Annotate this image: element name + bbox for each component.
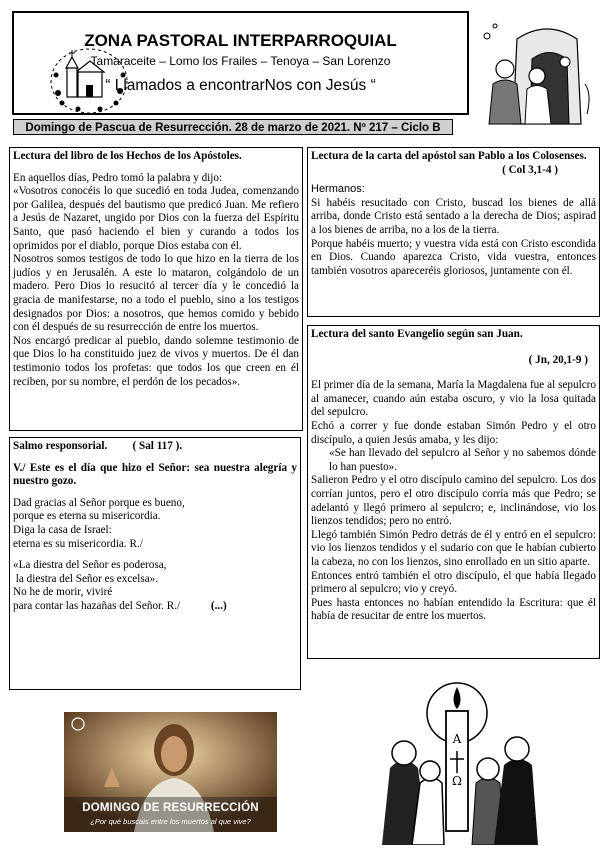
second-reading-greeting: Hermanos: <box>311 183 365 196</box>
motto: “ Llamados a encontrarNos con Jesús “ <box>105 77 376 94</box>
gospel-paragraph: El primer día de la semana, María la Magdalena fue al sepulcro al amanecer, cuando aún estaba oscuro, y vio la losa quitada del sepulcro. <box>311 379 596 419</box>
psalm-line: porque es eterna su misericordia. <box>13 510 161 523</box>
dateline: Domingo de Pascua de Resurrección. 28 de marzo de 2021. Nº 217 – Ciclo B <box>13 119 453 135</box>
psalm-line: para contar las hazañas del Señor. R./ <box>13 599 181 612</box>
first-reading-paragraph: Nosotros somos testigos de todo lo que hizo en la tierra de los judíos y en Jerusalén. A este lo mataron, colgándolo de un madero. Pero Dios lo resucitó al tercer día y le concedió la gracia de manifestarse, no a todo el pueblo, sino a los testigos designados por Dios: a nosotros, que hemos comido y bebido con él después de su resurrección de entre los muertos. <box>13 253 299 334</box>
psalm-ref: ( Sal 117 ). <box>132 440 183 452</box>
psalm-line: «La diestra del Señor es poderosa, <box>13 559 167 572</box>
gospel-paragraph: Salieron Pedro y el otro discípulo camino del sepulcro. Los dos corrían juntos, pero el otro discípulo corría más que Pedro; se adelantó y llegó primero al sepulcro; e, inclinándose, vio los lienzos tendidos; pero no entró. <box>311 474 596 528</box>
psalm-line: No he de morir, viviré <box>13 586 113 599</box>
gospel-paragraph: «Se han llevado del sepulcro al Señor y no sabemos dónde lo han puesto». <box>329 447 596 473</box>
second-reading-paragraph: Si habéis resucitado con Cristo, buscad los bienes de allá arriba, donde Cristo está sentado a la derecha de Dios; aspirad a los bienes de arriba, no a los de la tierra. <box>311 196 596 236</box>
psalm-ellipsis: (...) <box>210 599 227 612</box>
first-reading-paragraph: En aquellos días, Pedro tomó la palabra y dijo: <box>13 171 223 184</box>
parishes-subtitle: Tamaraceite – Lomo los Frailes – Tenoya – San Lorenzo <box>90 54 391 68</box>
gospel-paragraph: Pues hasta entonces no habían entendido la Escritura: que él había de resucitar de entre los muertos. <box>311 596 596 623</box>
gospel-title: Lectura del santo Evangelio según san Juan. <box>311 328 523 340</box>
gospel-ref: ( Jn, 20,1-9 ) <box>528 353 588 366</box>
psalm-line: Diga la casa de Israel: <box>13 523 112 536</box>
gospel-box <box>307 325 600 659</box>
first-reading-paragraph: Nos encargó predicar al pueblo, dando solemne testimonio de que Dios lo ha constituido juez de vivos y muertos. De él dan testimonio todos los profetas: que todos los que creen en él reciben, por su nombre, el perdón de los pecados». <box>13 334 299 388</box>
second-reading-ref: ( Col 3,1-4 ) <box>502 163 558 176</box>
first-reading-paragraph: «Vosotros conocéis lo que sucedió en toda Judea, comenzando por Galilea, después del bautismo que predicó Juan. Me refiero a Jesús de Nazaret, ungido por Dios con la fuerza del Espíritu Santo, que pasó haciendo el bien y curando a todos los oprimidos por el diablo, porque Dios estaba con él. <box>13 185 299 252</box>
psalm-line: la diestra del Señor es excelsa». <box>13 572 159 585</box>
gospel-paragraph: Llegó también Simón Pedro detrás de él y entró en el sepulcro: vio los lienzos tendidos y el sudario con que le habían cubierto la cabeza, no con los lienzos, sino enrollado en un sitio aparte. <box>311 528 596 568</box>
gospel-paragraph: Echó a correr y fue donde estaban Simón Pedro y el otro discípulo, a quien Jesús amaba, y les dijo: <box>311 419 596 446</box>
resurrection-poster <box>64 712 277 832</box>
psalm-box <box>9 437 301 690</box>
paschal-candle-illustration <box>372 673 542 845</box>
header-box <box>12 11 469 115</box>
second-reading-paragraph: Porque habéis muerto; y vuestra vida está con Cristo escondida en Dios. Cuando aparezca Cristo, vida vuestra, entonces también vosotros apareceréis gloriosos, juntamente con él. <box>311 237 596 277</box>
svg-text:Ω: Ω <box>452 774 462 788</box>
poster-subtitle: ¿Por qué buscais entre los muertos al que vive? <box>90 817 251 826</box>
first-reading-box <box>9 147 303 431</box>
psalm-line: eterna es su misericordia. R./ <box>13 537 143 550</box>
page-title: ZONA PASTORAL INTERPARROQUIAL <box>84 31 397 50</box>
gospel-paragraph: Entonces entró también el otro discípulo, el que había llegado primero al sepulcro; vio y creyó. <box>311 569 596 596</box>
svg-text:A: A <box>452 732 462 746</box>
psalm-title: Salmo responsorial. <box>13 440 108 452</box>
psalm-line: Dad gracias al Señor porque es bueno, <box>13 496 185 509</box>
psalm-response: V./ Este es el día que hizo el Señor: sea nuestra alegría y nuestro gozo. <box>13 461 297 488</box>
poster-title: DOMINGO DE RESURRECCIÓN <box>82 802 259 814</box>
first-reading-title: Lectura del libro de los Hechos de los Apóstoles. <box>13 150 242 162</box>
christ-figure-illustration <box>64 712 277 832</box>
tomb-illustration <box>477 14 597 134</box>
second-reading-box <box>307 147 600 317</box>
second-reading-title: Lectura de la carta del apóstol san Pablo a los Colosenses. <box>311 150 587 162</box>
